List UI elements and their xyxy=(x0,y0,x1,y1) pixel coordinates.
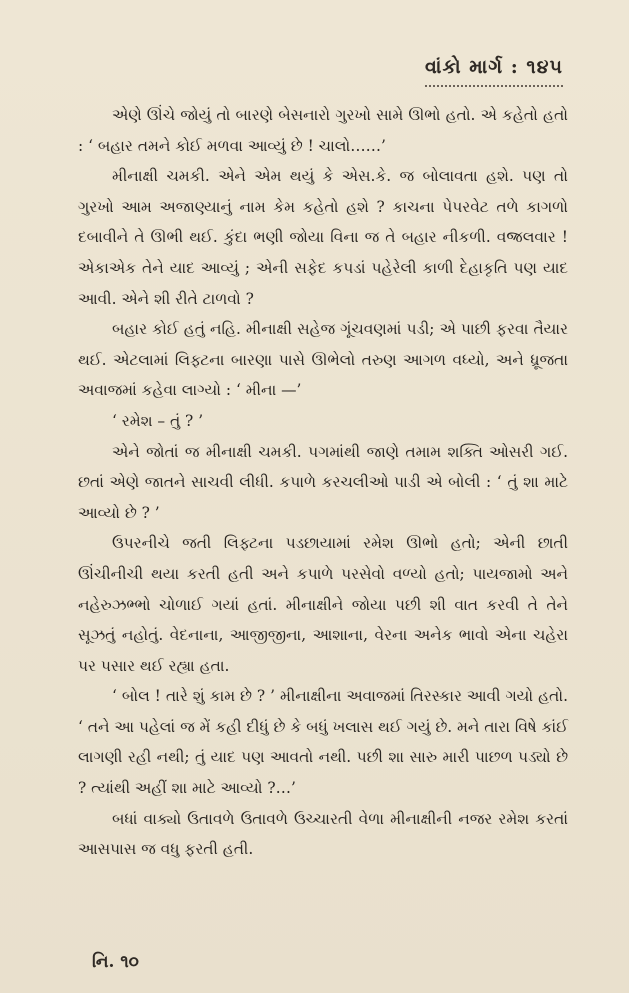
running-head xyxy=(425,56,563,87)
paragraph: બધાં વાક્યો ઉતાવળે ઉતાવળે ઉચ્ચારતી વેળા મીનાક્ષીની નજર રમેશ કરતાં આસપાસ જ વધુ ફરતી હતી. xyxy=(78,809,568,859)
paragraph: ‘ રમેશ – તું ? ’ xyxy=(112,411,204,430)
paragraph: બહાર કોઈ હતું નહિ. મીનાક્ષી સહેજ ગૂંચવણમાં પડી; એ પાછી ફરવા તૈયાર થઈ. એટલામાં લિફ્ટના બારણા પાસે ઊભેલો તરુણ આગળ વધ્યો, અને ધ્રૂજતા અવાજમાં કહેવા લાગ્યો : ‘ મીના —’ xyxy=(78,320,568,400)
paragraph: મીનાક્ષી ચમકી. એને એમ થયું કે એસ.કે. જ બોલાવતા હશે. પણ તો ગુરખો આમ અજાણ્યાનું નામ કેમ કહેતો હશે ? કાચના પેપરવેટ તળે કાગળો દબાવીને તે ઊભી થઈ. કુંદા ભણી જોયા વિના જ તે બહાર નીકળી. વજ્રલવાર ! એકાએક તેને યાદ આવ્યું ; એની સફેદ કપડાં પહેરેલી કાળી દેહાકૃતિ પણ યાદ આવી. એને શી રીતે ટાળવો ? xyxy=(78,167,568,308)
running-head-text: વાંકો માર્ગ : ૧૪૫ xyxy=(424,56,563,78)
paragraph: એણે ઊંચે જોયું તો બારણે બેસનારો ગુરખો સામે ઊભો હતો. એ કહેતો હતો : ‘ બહાર તમને કોઈ મળવા આવ્યું છે ! ચાલો……’ xyxy=(78,106,568,155)
running-head-rule xyxy=(425,81,563,87)
paragraph: એને જોતાં જ મીનાક્ષી ચમકી. પગમાંથી જાણે તમામ શક્તિ ઓસરી ગઈ. છતાં એણે જાતને સાચવી લીધી. કપાળે કરચલીઓ પાડી એ બોલી : ‘ તું શા માટે આવ્યો છે ? ’ xyxy=(78,442,568,522)
body-text xyxy=(78,100,568,865)
signature-mark: નિ. ૧૦ xyxy=(92,952,139,972)
paragraph: ‘ બોલ ! તારે શું કામ છે ? ’ મીનાક્ષીના અવાજમાં તિરસ્કાર આવી ગયો હતો. ‘ તને આ પહેલાં જ મેં કહી દીધું છે કે બધું ખલાસ થઈ ગયું છે. મને તારા વિષે કાંઈ લાગણી રહી નથી; તું યાદ પણ આવતો નથી. પછી શા સારુ મારી પાછળ પડ્યો છે ? ત્યાંથી અહીં શા માટે આવ્યો ?…’ xyxy=(78,687,568,798)
paragraph: ઉપરનીચે જતી લિફ્ટના પડછાયામાં રમેશ ઊભો હતો; એની છાતી ઊંચીનીચી થયા કરતી હતી અને કપાળે પરસેવો વળ્યો હતો; પાયજામો અને નહેરુઝભ્ભો ચોળાઈ ગયાં હતાં. મીનાક્ષીને જોયા પછી શી વાત કરવી તે તેને સૂઝતું નહોતું. વેદનાના, આજીજીના, આશાના, વેરના અનેક ભાવો એના ચહેરા પર પસાર થઈ રહ્યા હતા. xyxy=(78,534,568,675)
